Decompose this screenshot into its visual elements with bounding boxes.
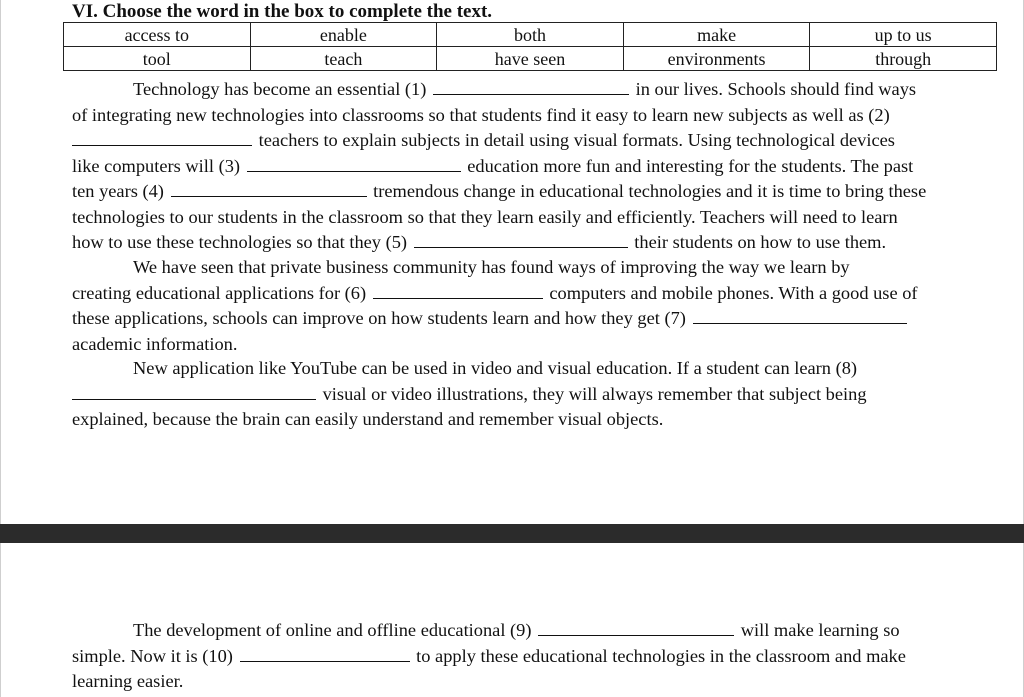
paragraph-4 [72, 618, 992, 695]
answer-blank-9[interactable] [538, 619, 734, 636]
answer-blank-5[interactable] [414, 231, 628, 248]
answer-blank-2[interactable] [72, 129, 252, 146]
page-left-edge [0, 0, 1, 524]
text-span: will make learning so [740, 620, 900, 640]
text-span: tremendous change in educational technologies and it is time to bring these [373, 181, 927, 201]
text-span: computers and mobile phones. With a good use of [549, 282, 918, 303]
text-line: explained, because the brain can easily understand and remember visual objects. [72, 409, 664, 429]
paragraph-2 [72, 255, 992, 357]
text-line [72, 128, 992, 154]
word-box-table [63, 22, 997, 71]
word-box-cell: teach [250, 47, 437, 71]
text-span: simple. Now it is (10) [72, 645, 233, 666]
word-box-cell: through [810, 47, 997, 71]
exercise-title: VI. Choose the word in the box to complete the text. [72, 1, 493, 22]
answer-blank-4[interactable] [171, 180, 367, 197]
text-span: education more fun and interesting for the students. The past [467, 155, 914, 176]
text-line [72, 179, 992, 205]
text-line: technologies to our students in the classroom so that they learn easily and efficiently. Teachers will need to learn [72, 206, 898, 227]
page-separator-band [0, 524, 1024, 543]
answer-blank-3[interactable] [247, 155, 461, 172]
text-span: teachers to explain subjects in detail using visual formats. Using technological devices [258, 130, 895, 150]
word-box-cell: both [437, 23, 624, 47]
text-span: The development of online and offline educational (9) [133, 620, 532, 640]
paragraph-1 [72, 77, 992, 256]
word-box-row [64, 23, 997, 47]
answer-blank-10[interactable] [240, 645, 410, 662]
text-line [72, 644, 992, 670]
text-span: like computers will (3) [72, 155, 241, 176]
word-box-cell: have seen [437, 47, 624, 71]
text-line: learning easier. [72, 671, 184, 691]
page-left-edge [0, 543, 1, 697]
word-box-cell: access to [64, 23, 251, 47]
word-box-cell: up to us [810, 23, 997, 47]
word-box-cell: environments [623, 47, 810, 71]
text-line [72, 281, 992, 307]
text-line: We have seen that private business community has found ways of improving the way we learn by [133, 257, 850, 277]
text-line [72, 618, 992, 644]
text-span: Technology has become an essential (1) [133, 79, 427, 99]
text-line [72, 306, 992, 332]
text-line [72, 382, 992, 408]
text-span: their students on how to use them. [634, 232, 887, 252]
text-span: creating educational applications for (6) [72, 282, 367, 303]
word-box-cell: enable [250, 23, 437, 47]
text-line: of integrating new technologies into classrooms so that students find it easy to learn new subjects as well as (2) [72, 104, 890, 125]
worksheet-page-bottom [0, 543, 1024, 697]
answer-blank-1[interactable] [433, 78, 629, 95]
text-span: these applications, schools can improve on how students learn and how they get (7) [72, 308, 686, 328]
text-span: how to use these technologies so that they (5) [72, 232, 408, 252]
word-box-cell: make [623, 23, 810, 47]
text-span: in our lives. Schools should find ways [635, 79, 917, 99]
text-line [72, 154, 992, 180]
text-span: visual or video illustrations, they will always remember that subject being [322, 383, 867, 404]
word-box-row [64, 47, 997, 71]
word-box-cell: tool [64, 47, 251, 71]
text-line: academic information. [72, 333, 238, 354]
paragraph-3 [72, 356, 992, 433]
answer-blank-6[interactable] [373, 282, 543, 299]
answer-blank-7[interactable] [693, 307, 907, 324]
text-span: to apply these educational technologies in the classroom and make [416, 645, 906, 666]
text-span: ten years (4) [72, 181, 164, 201]
answer-blank-8[interactable] [72, 383, 316, 400]
text-line: New application like YouTube can be used in video and visual education. If a student can learn (8) [133, 358, 858, 378]
text-line [72, 77, 992, 103]
text-line [72, 230, 992, 256]
